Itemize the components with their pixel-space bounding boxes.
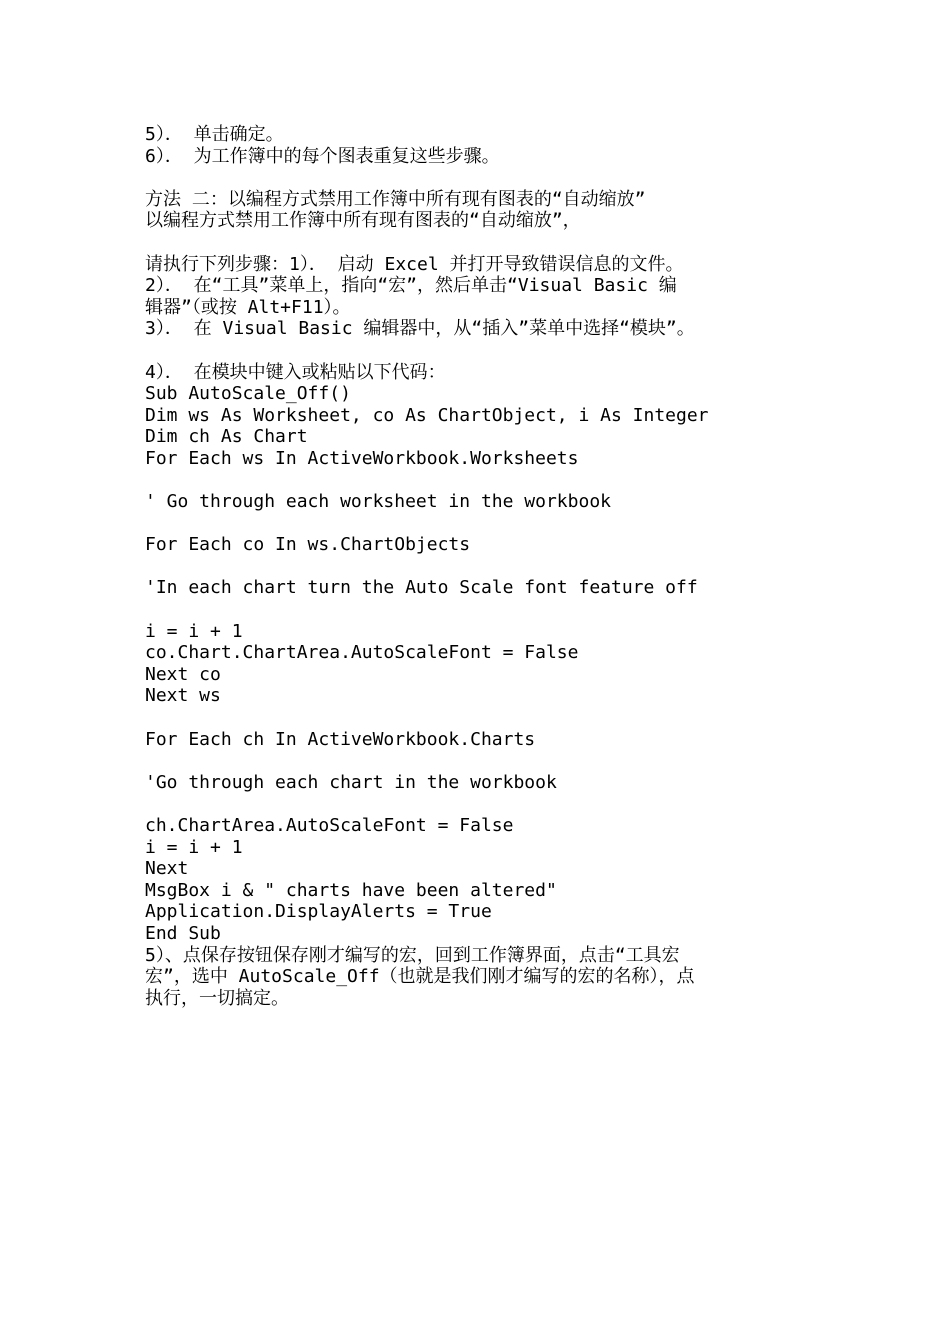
blank-line xyxy=(145,513,815,535)
blank-line xyxy=(145,232,815,254)
text-line: 辑器”（或按 Alt+F11）。 xyxy=(145,296,351,318)
blank-line xyxy=(145,167,815,189)
text-line: For Each ch In ActiveWorkbook.Charts xyxy=(145,728,536,750)
text-line: 2）． 在“工具”菜单上，指向“宏”，然后单击“Visual Basic 编 xyxy=(145,275,677,297)
blank-line xyxy=(145,340,815,362)
text-line: 5）、点保存按钮保存刚才编写的宏，回到工作簿界面，点击“工具宏 xyxy=(145,944,680,966)
text-line: 宏”，选中 AutoScale_Off（也就是我们刚才编写的宏的名称），点 xyxy=(145,966,695,988)
text-line: ch.ChartArea.AutoScaleFont = False xyxy=(145,815,514,836)
text-line: For Each ws In ActiveWorkbook.Worksheets xyxy=(145,447,579,469)
text-line: MsgBox i & " charts have been altered" xyxy=(145,879,557,901)
blank-line xyxy=(145,750,815,772)
text-line: For Each co In ws.ChartObjects xyxy=(145,534,471,556)
text-line: 5）． 单击确定。 xyxy=(145,124,284,145)
text-line: Dim ch As Chart xyxy=(145,426,308,448)
text-line: 请执行下列步骤：1）． 启动 Excel 并打开导致错误信息的文件。 xyxy=(145,253,684,275)
text-line: 方法 二：以编程方式禁用工作簿中所有现有图表的“自动缩放” xyxy=(145,188,646,210)
blank-line xyxy=(145,470,815,492)
text-line: Sub AutoScale_Off() xyxy=(145,383,351,405)
document-body xyxy=(145,124,815,1009)
blank-line xyxy=(145,556,815,578)
text-line: 3）． 在 Visual Basic 编辑器中，从“插入”菜单中选择“模块”。 xyxy=(145,318,695,340)
text-line: Next co xyxy=(145,663,221,685)
blank-line xyxy=(145,707,815,729)
text-line: ' Go through each worksheet in the workbook xyxy=(145,491,611,513)
blank-line xyxy=(145,793,815,815)
text-line: 4）． 在模块中键入或粘贴以下代码： xyxy=(145,361,446,383)
text-line: co.Chart.ChartArea.AutoScaleFont = False xyxy=(145,642,579,664)
text-line: Next xyxy=(145,858,189,880)
text-line: 执行，一切搞定。 xyxy=(145,987,289,1009)
text-line: 6）． 为工作簿中的每个图表重复这些步骤。 xyxy=(145,145,500,167)
text-line: i = i + 1 xyxy=(145,836,243,858)
text-line: i = i + 1 xyxy=(145,620,243,642)
text-line: 以编程方式禁用工作簿中所有现有图表的“自动缩放”， xyxy=(145,210,581,232)
text-line: Application.DisplayAlerts = True xyxy=(145,901,492,923)
text-line: 'In each chart turn the Auto Scale font feature off xyxy=(145,577,698,599)
text-line: 'Go through each chart in the workbook xyxy=(145,771,557,793)
blank-line xyxy=(145,599,815,621)
text-line: Next ws xyxy=(145,685,221,707)
text-line: Dim ws As Worksheet, co As ChartObject, i As Integer xyxy=(145,404,709,426)
text-line: End Sub xyxy=(145,922,221,944)
